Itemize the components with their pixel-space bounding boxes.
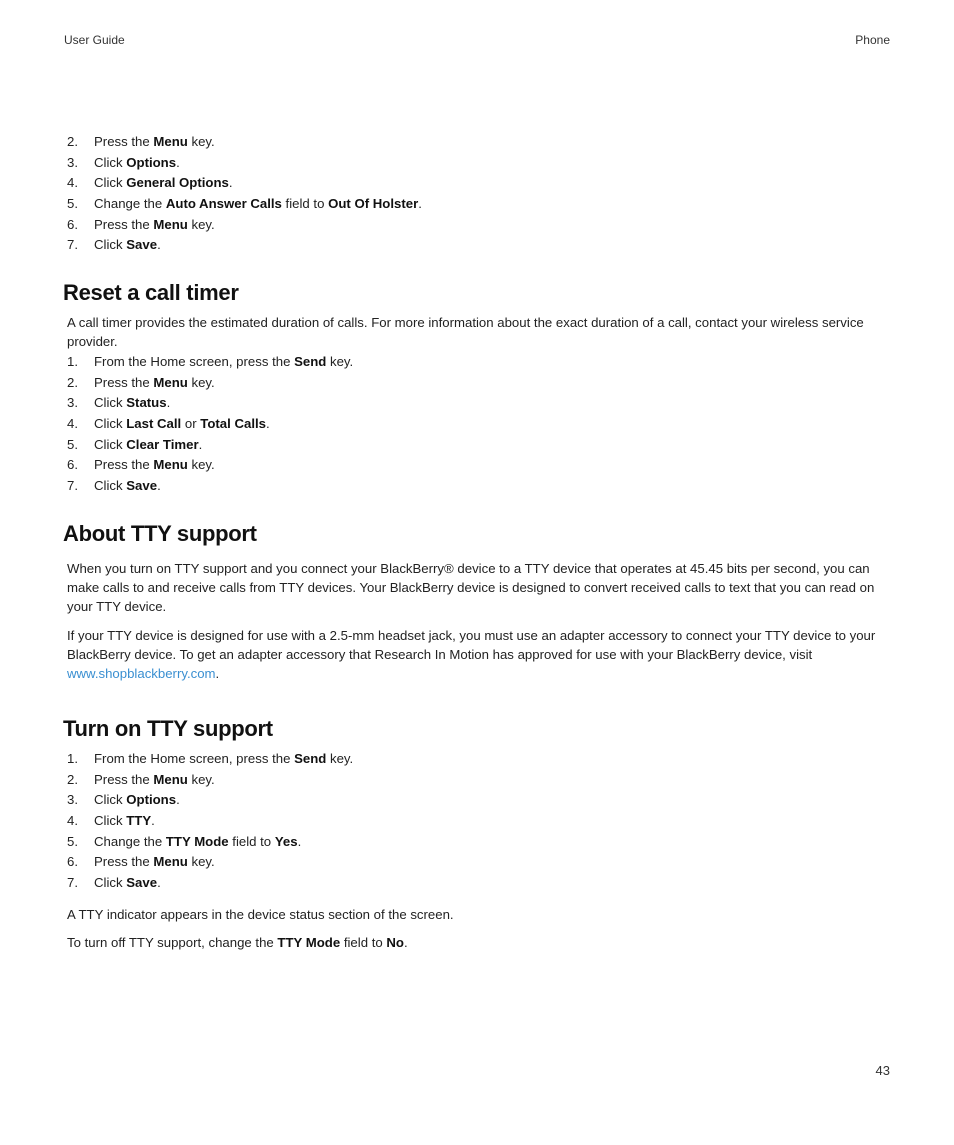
reset-timer-intro: A call timer provides the estimated duration of calls. For more information about the exact duration of a call, contact your wireless service provider. — [67, 315, 864, 349]
list-item: 6. Press the Menu key. — [67, 216, 215, 232]
heading-about-tty-support: About TTY support — [63, 521, 257, 546]
list-item: 6. Press the Menu key. — [67, 457, 215, 473]
heading-reset-call-timer: Reset a call timer — [63, 280, 239, 305]
about-tty-paragraph-1: When you turn on TTY support and you connect your BlackBerry® device to a TTY device that operates at 45.45 bits per second, you can make calls to and receive calls from TTY devices. Your BlackBerry device is designed to convert received calls to text that you can read on your TTY device. — [67, 561, 875, 614]
list-item: 7. Click Save. — [67, 237, 161, 253]
list-item: 2. Press the Menu key. — [67, 374, 215, 390]
heading-turn-on-tty-support: Turn on TTY support — [63, 716, 273, 741]
shopblackberry-link[interactable]: www.shopblackberry.com — [67, 666, 216, 681]
page-number: 43 — [875, 1063, 890, 1078]
list-item: 1. From the Home screen, press the Send key. — [67, 751, 354, 766]
tty-indicator-note: A TTY indicator appears in the device status section of the screen. — [67, 907, 454, 922]
list-item: 2. Press the Menu key. — [67, 771, 215, 787]
list-item: 5. Click Clear Timer. — [67, 436, 203, 452]
list-item: 7. Click Save. — [67, 478, 161, 494]
turn-on-tty-steps-list — [67, 749, 353, 894]
header-doc-title: User Guide — [64, 33, 125, 47]
list-item: 4. Click TTY. — [67, 813, 155, 829]
list-item: 6. Press the Menu key. — [67, 854, 215, 870]
intro-steps-list — [67, 132, 422, 256]
list-item: 5. Change the TTY Mode field to Yes. — [67, 833, 302, 849]
list-item: 3. Click Status. — [67, 395, 171, 411]
turn-off-tty-note: To turn off TTY support, change the TTY Mode field to No. — [67, 935, 408, 950]
list-item: 3. Click Options. — [67, 154, 180, 170]
header-section-title: Phone — [855, 33, 890, 47]
about-tty-paragraph-2: If your TTY device is designed for use with a 2.5-mm headset jack, you must use an adapter accessory to connect your TTY device to your BlackBerry device. To get an adapter accessory that Research In Motion has approved for use with your BlackBerry device, visit www.shopblackberry.com. — [67, 628, 876, 681]
list-item: 4. Click General Options. — [67, 175, 233, 191]
list-item: 4. Click Last Call or Total Calls. — [67, 416, 270, 432]
list-item: 2. Press the Menu key. — [67, 134, 215, 149]
reset-timer-steps-list — [67, 352, 353, 497]
list-item: 1. From the Home screen, press the Send key. — [67, 354, 354, 369]
list-item: 5. Change the Auto Answer Calls field to Out Of Holster. — [67, 196, 422, 212]
list-item: 7. Click Save. — [67, 875, 161, 891]
list-item: 3. Click Options. — [67, 792, 180, 808]
